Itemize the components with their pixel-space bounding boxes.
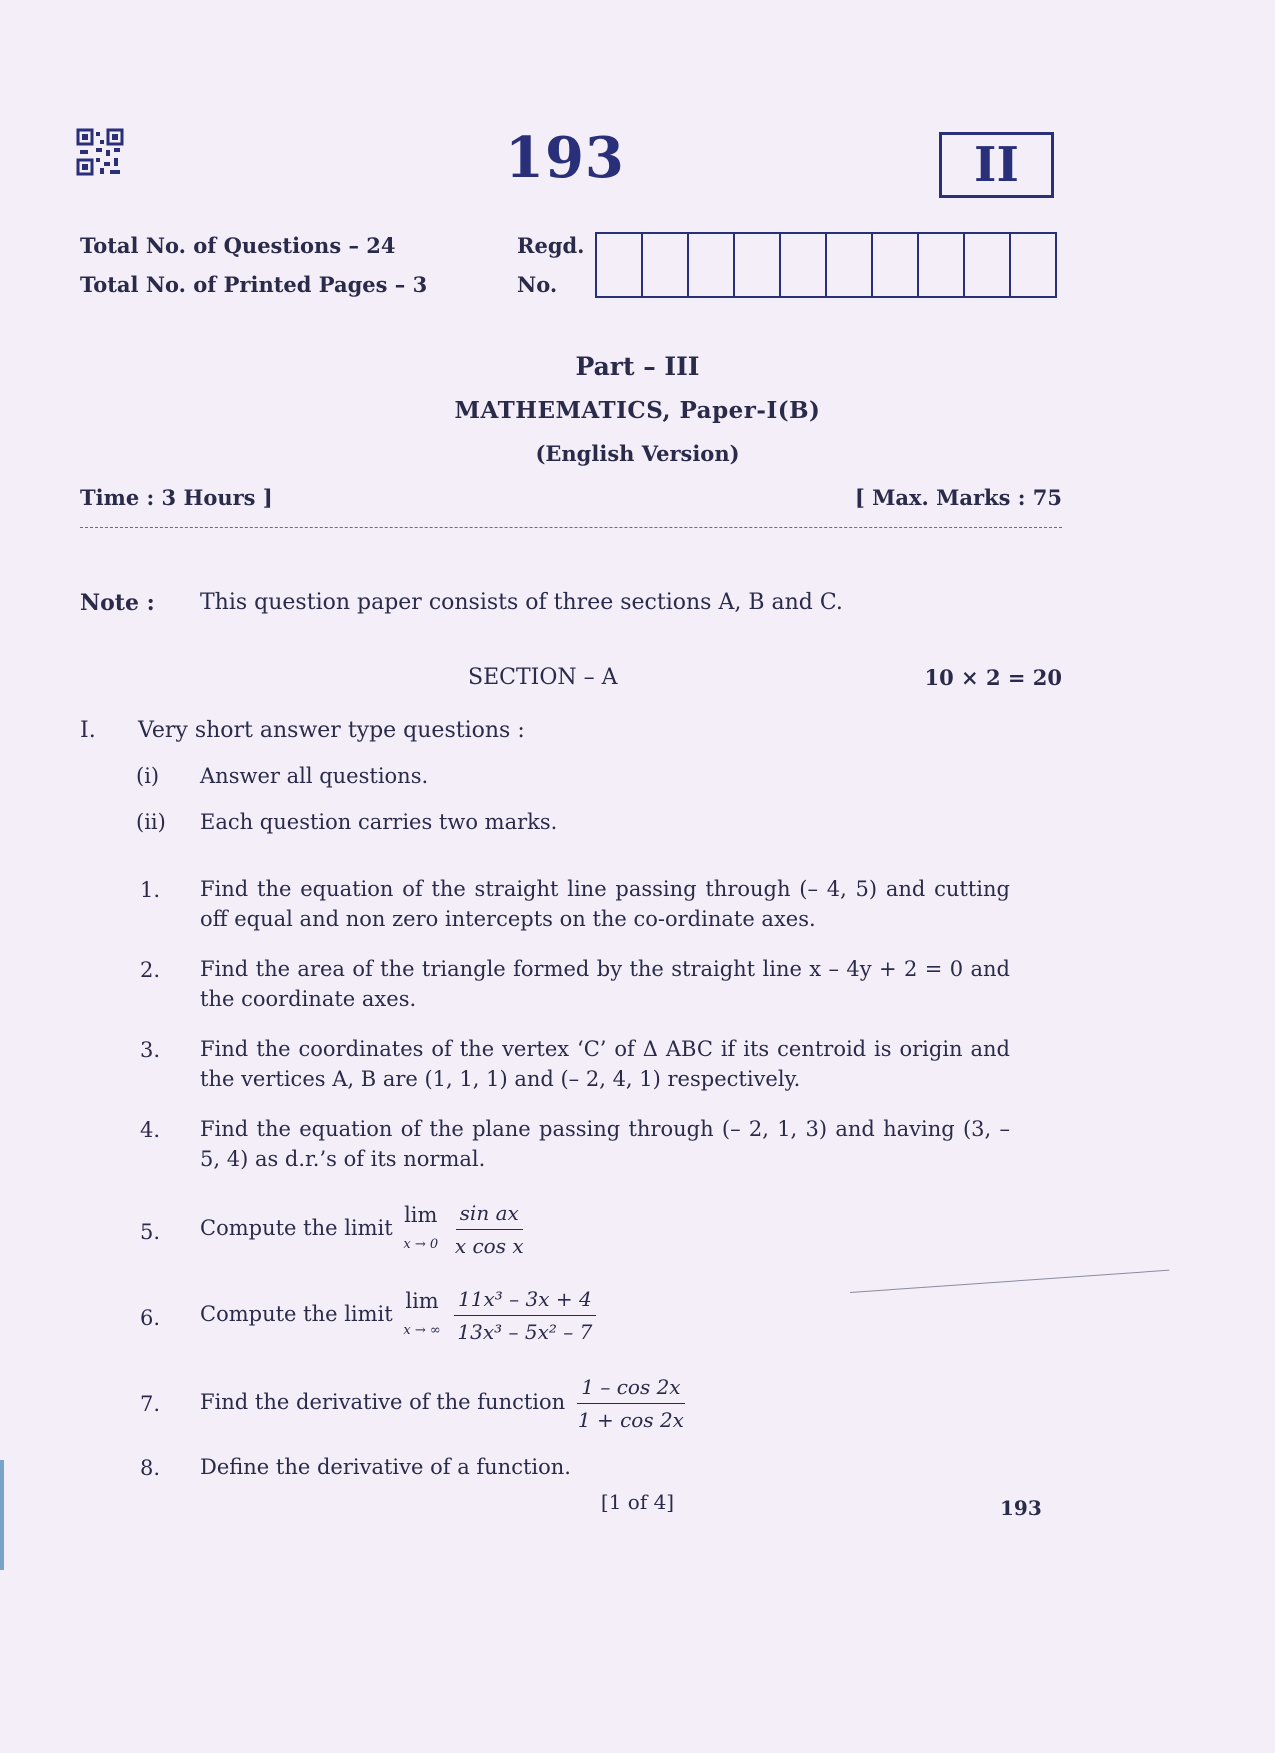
question-number: 4. [140,1118,161,1142]
total-questions: Total No. of Questions – 24 [80,233,396,258]
fraction [574,1372,688,1435]
max-marks-label: [ Max. Marks : 75 [854,485,1062,510]
instruction-num: (i) [136,764,160,788]
question-number: 1. [140,878,161,902]
regd-box[interactable] [873,234,919,296]
question-text: Find the area of the triangle formed by the straight line x – 4y + 2 = 0 and the coordinate axes. [200,957,1010,1011]
version-heading: (English Version) [535,441,740,466]
section-roman: I. [80,718,96,743]
page-indicator: [1 of 4] [600,1490,675,1514]
question-number: 2. [140,958,161,982]
limit-subscript: x → ∞ [403,1322,441,1338]
subject-heading: MATHEMATICS, Paper-I(B) [454,397,821,424]
question-6 [200,1284,1010,1347]
limit-operator [403,1200,438,1260]
note-text: This question paper consists of three sections A, B and C. [200,590,843,615]
denominator: 13x³ – 5x² – 7 [457,1320,593,1344]
instruction-text: Each question carries two marks. [200,810,558,834]
note-label: Note : [80,590,155,616]
regd-box[interactable] [919,234,965,296]
denominator: 1 + cos 2x [577,1408,684,1432]
total-pages: Total No. of Printed Pages – 3 [80,272,428,297]
regd-box[interactable] [597,234,643,296]
regd-label: Regd. [517,233,585,258]
qr-code-icon [76,128,124,176]
denominator: x cos x [454,1234,524,1258]
limit-label: lim [405,1288,439,1313]
question-7 [200,1372,1010,1435]
regd-box[interactable] [643,234,689,296]
instruction-num: (ii) [136,810,166,834]
section-heading: SECTION – A [468,665,618,690]
regd-box[interactable] [827,234,873,296]
limit-operator [403,1286,440,1346]
question-text: Find the equation of the plane passing through (– 2, 1, 3) and having (3, – 5, 4) as d.r.’s of its normal. [200,1117,1010,1171]
instruction-text: Answer all questions. [200,764,429,788]
limit-subscript: x → 0 [403,1236,439,1252]
header-divider [80,527,1062,528]
question-text: Compute the limit [200,1302,393,1326]
question-number: 8. [140,1456,161,1480]
numerator: 1 – cos 2x [577,1372,684,1404]
question-text: Define the derivative of a function. [200,1455,571,1479]
question-5 [200,1198,1010,1261]
question-number: 5. [140,1220,161,1244]
question-text: Find the derivative of the function [200,1390,566,1414]
fraction [451,1198,528,1261]
numerator: sin ax [456,1198,523,1230]
part-heading: Part – III [575,352,700,381]
regd-number-boxes[interactable] [595,232,1057,298]
regd-box[interactable] [689,234,735,296]
paper-code: 193 [505,125,625,191]
fraction [453,1284,596,1347]
limit-label: lim [404,1202,438,1227]
regd-box[interactable] [735,234,781,296]
regd-box[interactable] [965,234,1011,296]
regd-box[interactable] [781,234,827,296]
question-number: 3. [140,1038,161,1062]
question-number: 7. [140,1392,161,1416]
regd-box[interactable] [1011,234,1055,296]
numerator: 11x³ – 3x + 4 [454,1284,596,1316]
question-number: 6. [140,1306,161,1330]
section-marks: 10 × 2 = 20 [924,665,1062,690]
time-label: Time : 3 Hours ] [80,485,273,510]
question-text: Find the equation of the straight line passing through (– 4, 5) and cutting off equal and non zero intercepts on the co-ordinate axes. [200,877,1010,931]
footer-code: 193 [1000,1496,1042,1520]
regd-no-label: No. [517,272,558,297]
section-intro: Very short answer type questions : [138,718,525,743]
edge-mark [0,1460,4,1570]
set-label: II [939,132,1054,198]
question-text: Compute the limit [200,1216,393,1240]
question-text: Find the coordinates of the vertex ‘C’ of Δ ABC if its centroid is origin and the vertices A, B are (1, 1, 1) and (– 2, 4, 1) respectively. [200,1037,1010,1091]
